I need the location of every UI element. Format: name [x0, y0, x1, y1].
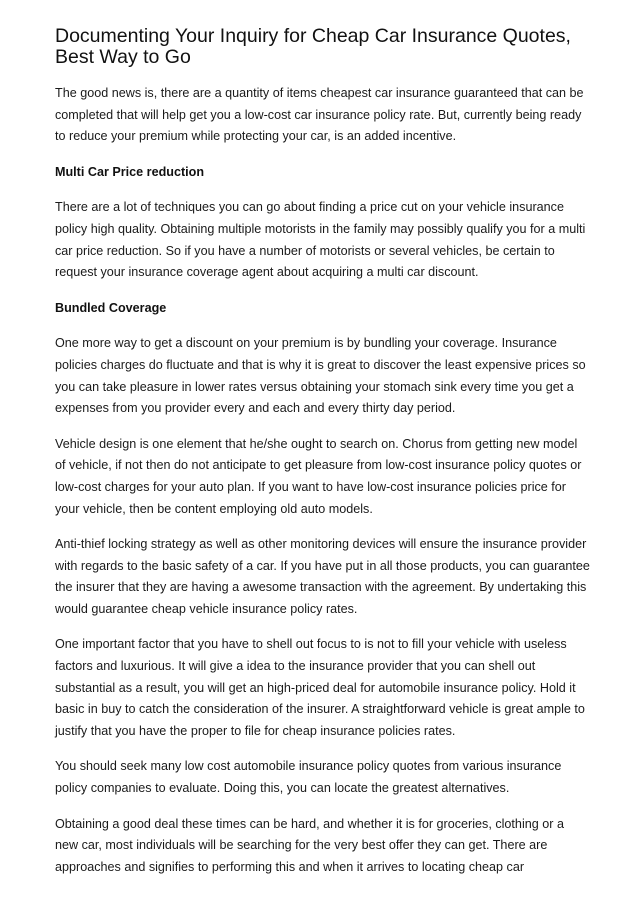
- spacer: [55, 620, 590, 634]
- section-heading-multi-car: Multi Car Price reduction: [55, 164, 205, 179]
- document-title: Documenting Your Inquiry for Cheap Car Insurance Quotes, Best Way to Go: [55, 25, 571, 68]
- paragraph-multi-car: There are a lot of techniques you can go about finding a price cut on your vehicle insurance policy high quality. Obtaining multiple motorists in the family may possibly qualify you for a multi car price reduction. So if you have a number of motorists or several vehicles, be certain to request your insurance coverage agent about acquiring a multi car discount.: [55, 200, 586, 280]
- paragraph-vehicle-design: Vehicle design is one element that he/she ought to search on. Chorus from getting new model of vehicle, if not then do not anticipate to get pleasure from low-cost insurance policy quotes or low-cost charges for your auto plan. If you want to have low-cost insurance policies price for your vehicle, then be content employing old auto models.: [55, 436, 582, 516]
- spacer: [55, 420, 590, 434]
- paragraph-bundled: One more way to get a discount on your premium is by bundling your coverage. Insurance policies charges do fluctuate and that is why it is great to discover the least expensive prices so you can take pleasure in lower rates versus obtaining your stomach sink every time you get a expenses from you provider every and each and every thirty day period.: [55, 336, 586, 416]
- spacer: [55, 68, 590, 83]
- intro-paragraph: The good news is, there are a quantity of items cheapest car insurance guaranteed that can be completed that will help get you a low-cost car insurance policy rate. But, currently being ready to reduce your premium while protecting your car, is an added incentive.: [55, 86, 584, 144]
- spacer: [55, 183, 590, 197]
- paragraph-important-factor: One important factor that you have to shell out focus to is not to fill your vehicle with useless factors and luxurious. It will give a idea to the insurance provider that you can shell out substantial as a result, you will get an high-priced deal for automobile insurance policy. Hold it basic in buy to catch the consideration of the insurer. A straightforward vehicle is great ample to justify that you have the proper to file for cheap insurance policies rates.: [55, 637, 585, 738]
- spacer: [55, 742, 590, 756]
- spacer: [55, 520, 590, 534]
- spacer: [55, 284, 590, 298]
- spacer: [55, 800, 590, 814]
- spacer: [55, 319, 590, 333]
- spacer: [55, 148, 590, 162]
- document-page: [55, 26, 590, 878]
- paragraph-seek-quotes: You should seek many low cost automobile insurance policy quotes from various insurance policy companies to evaluate. Doing this, you can locate the greatest alternatives.: [55, 759, 562, 796]
- paragraph-anti-thief: Anti-thief locking strategy as well as other monitoring devices will ensure the insurance provider with regards to the basic safety of a car. If you have put in all those products, you can guarantee the insurer that they are having a awesome transaction with the agreement. By undertaking this would guarantee cheap vehicle insurance policy rates.: [55, 537, 590, 616]
- paragraph-good-deal: Obtaining a good deal these times can be hard, and whether it is for groceries, clothing or a new car, most individuals will be searching for the very best offer they can get. There are approaches and signifies to performing this and when it arrives to locating cheap car: [55, 816, 564, 874]
- section-heading-bundled: Bundled Coverage: [55, 300, 167, 315]
